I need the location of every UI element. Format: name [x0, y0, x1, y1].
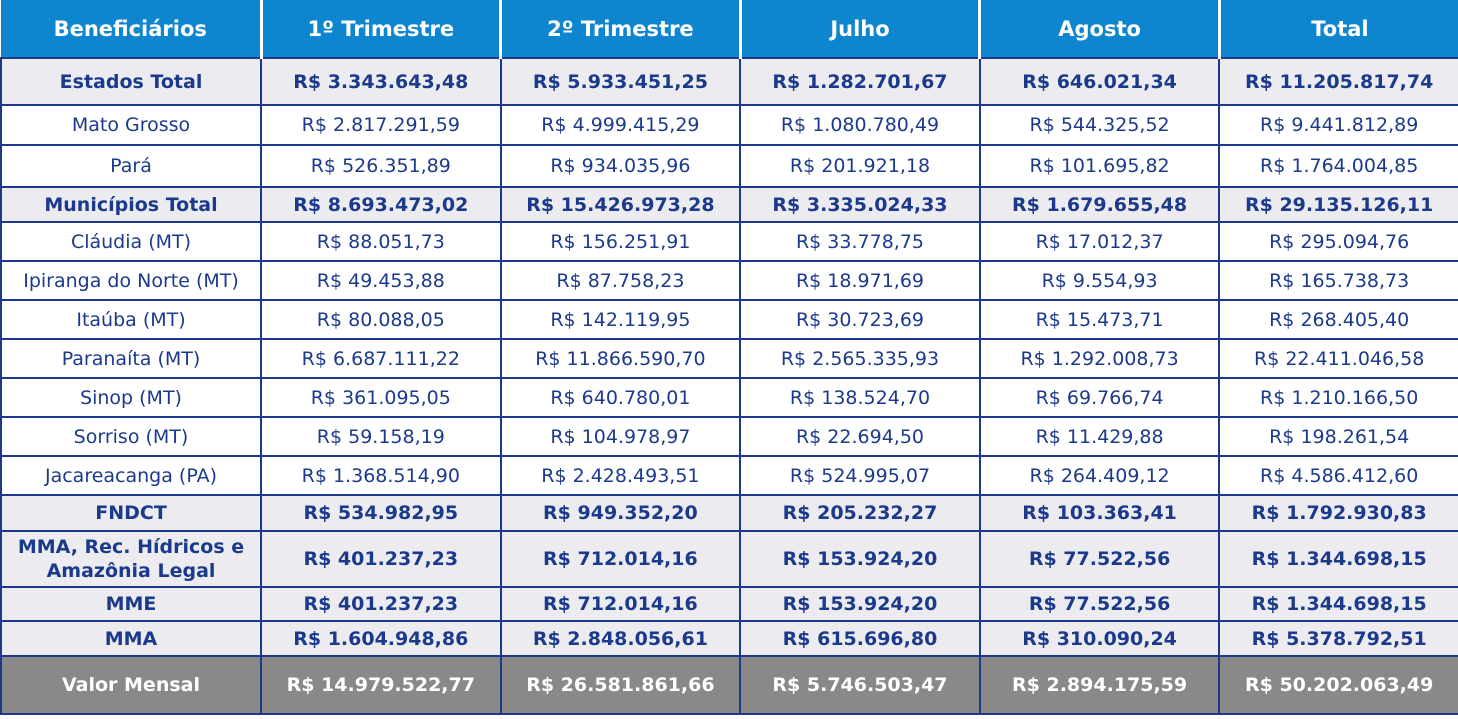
row-value: R$ 4.999.415,29: [501, 105, 741, 145]
row-value: R$ 646.021,34: [980, 58, 1220, 105]
row-label: FNDCT: [1, 495, 261, 531]
row-value: R$ 361.095,05: [261, 378, 501, 417]
table-row: [1, 187, 1458, 222]
row-value: R$ 615.696,80: [740, 621, 980, 656]
row-label: Jacareacanga (PA): [1, 456, 261, 495]
row-value: R$ 9.554,93: [980, 261, 1220, 300]
row-value: R$ 33.778,75: [740, 222, 980, 261]
row-label: Municípios Total: [1, 187, 261, 222]
table-row: [1, 495, 1458, 531]
table-row: [1, 378, 1458, 417]
table-row: [1, 58, 1458, 105]
header-1-trimestre: 1º Trimestre: [261, 0, 501, 58]
table-row: [1, 105, 1458, 145]
row-value: R$ 77.522,56: [980, 531, 1220, 587]
table-row: [1, 587, 1458, 621]
row-value: R$ 6.687.111,22: [261, 339, 501, 378]
row-value: R$ 640.780,01: [501, 378, 741, 417]
header-agosto: Agosto: [980, 0, 1220, 58]
row-value: R$ 1.368.514,90: [261, 456, 501, 495]
row-value: R$ 2.565.335,93: [740, 339, 980, 378]
row-value: R$ 268.405,40: [1219, 300, 1458, 339]
row-value: R$ 11.205.817,74: [1219, 58, 1458, 105]
row-value: R$ 142.119,95: [501, 300, 741, 339]
row-value: R$ 26.581.861,66: [501, 656, 741, 714]
row-label: MMA, Rec. Hídricos e Amazônia Legal: [1, 531, 261, 587]
row-value: R$ 59.158,19: [261, 417, 501, 456]
row-label: Sinop (MT): [1, 378, 261, 417]
row-value: R$ 103.363,41: [980, 495, 1220, 531]
row-value: R$ 4.586.412,60: [1219, 456, 1458, 495]
footer-row: [1, 656, 1458, 714]
row-value: R$ 49.453,88: [261, 261, 501, 300]
row-value: R$ 153.924,20: [740, 531, 980, 587]
row-label: Sorriso (MT): [1, 417, 261, 456]
row-value: R$ 5.746.503,47: [740, 656, 980, 714]
table-row: [1, 621, 1458, 656]
table-row: [1, 261, 1458, 300]
row-value: R$ 30.723,69: [740, 300, 980, 339]
row-value: R$ 295.094,76: [1219, 222, 1458, 261]
row-value: R$ 9.441.812,89: [1219, 105, 1458, 145]
row-value: R$ 544.325,52: [980, 105, 1220, 145]
row-value: R$ 401.237,23: [261, 531, 501, 587]
header-row: [1, 0, 1458, 58]
row-label: MME: [1, 587, 261, 621]
row-value: R$ 88.051,73: [261, 222, 501, 261]
table-row: [1, 417, 1458, 456]
row-value: R$ 104.978,97: [501, 417, 741, 456]
table-row: [1, 531, 1458, 587]
header-beneficiarios: Beneficiários: [1, 0, 261, 58]
row-label: MMA: [1, 621, 261, 656]
row-value: R$ 1.764.004,85: [1219, 145, 1458, 187]
row-value: R$ 3.343.643,48: [261, 58, 501, 105]
row-value: R$ 15.473,71: [980, 300, 1220, 339]
row-value: R$ 1.344.698,15: [1219, 587, 1458, 621]
row-value: R$ 153.924,20: [740, 587, 980, 621]
row-value: R$ 11.429,88: [980, 417, 1220, 456]
row-value: R$ 69.766,74: [980, 378, 1220, 417]
row-value: R$ 949.352,20: [501, 495, 741, 531]
row-value: R$ 14.979.522,77: [261, 656, 501, 714]
row-value: R$ 138.524,70: [740, 378, 980, 417]
table-row: [1, 339, 1458, 378]
row-value: R$ 80.088,05: [261, 300, 501, 339]
table-row: [1, 222, 1458, 261]
row-value: R$ 17.012,37: [980, 222, 1220, 261]
row-value: R$ 156.251,91: [501, 222, 741, 261]
table-row: [1, 300, 1458, 339]
row-value: R$ 201.921,18: [740, 145, 980, 187]
row-value: R$ 11.866.590,70: [501, 339, 741, 378]
row-value: R$ 712.014,16: [501, 587, 741, 621]
row-label: Ipiranga do Norte (MT): [1, 261, 261, 300]
row-value: R$ 712.014,16: [501, 531, 741, 587]
header-total: Total: [1219, 0, 1458, 58]
row-value: R$ 87.758,23: [501, 261, 741, 300]
row-label: Mato Grosso: [1, 105, 261, 145]
table-row: [1, 456, 1458, 495]
row-value: R$ 1.210.166,50: [1219, 378, 1458, 417]
row-value: R$ 8.693.473,02: [261, 187, 501, 222]
table-body: [1, 58, 1458, 714]
row-label: Estados Total: [1, 58, 261, 105]
row-label: Paranaíta (MT): [1, 339, 261, 378]
row-value: R$ 18.971,69: [740, 261, 980, 300]
row-value: R$ 5.933.451,25: [501, 58, 741, 105]
row-value: R$ 526.351,89: [261, 145, 501, 187]
row-value: R$ 1.604.948,86: [261, 621, 501, 656]
header-julho: Julho: [740, 0, 980, 58]
header-2-trimestre: 2º Trimestre: [501, 0, 741, 58]
row-label: Cláudia (MT): [1, 222, 261, 261]
row-value: R$ 1.292.008,73: [980, 339, 1220, 378]
row-value: R$ 1.080.780,49: [740, 105, 980, 145]
row-value: R$ 934.035,96: [501, 145, 741, 187]
row-value: R$ 2.848.056,61: [501, 621, 741, 656]
row-value: R$ 1.282.701,67: [740, 58, 980, 105]
table-header: [1, 0, 1458, 58]
row-label: Pará: [1, 145, 261, 187]
row-value: R$ 22.411.046,58: [1219, 339, 1458, 378]
row-value: R$ 534.982,95: [261, 495, 501, 531]
row-value: R$ 15.426.973,28: [501, 187, 741, 222]
row-value: R$ 401.237,23: [261, 587, 501, 621]
row-value: R$ 2.817.291,59: [261, 105, 501, 145]
row-value: R$ 101.695,82: [980, 145, 1220, 187]
row-value: R$ 264.409,12: [980, 456, 1220, 495]
table-row: [1, 145, 1458, 187]
row-value: R$ 5.378.792,51: [1219, 621, 1458, 656]
row-value: R$ 3.335.024,33: [740, 187, 980, 222]
row-value: R$ 1.792.930,83: [1219, 495, 1458, 531]
row-value: R$ 2.894.175,59: [980, 656, 1220, 714]
row-value: R$ 310.090,24: [980, 621, 1220, 656]
row-value: R$ 77.522,56: [980, 587, 1220, 621]
row-value: R$ 22.694,50: [740, 417, 980, 456]
row-value: R$ 165.738,73: [1219, 261, 1458, 300]
row-value: R$ 205.232,27: [740, 495, 980, 531]
row-value: R$ 1.344.698,15: [1219, 531, 1458, 587]
row-value: R$ 2.428.493,51: [501, 456, 741, 495]
row-value: R$ 524.995,07: [740, 456, 980, 495]
row-label: Itaúba (MT): [1, 300, 261, 339]
row-value: R$ 50.202.063,49: [1219, 656, 1458, 714]
row-value: R$ 1.679.655,48: [980, 187, 1220, 222]
row-label: Valor Mensal: [1, 656, 261, 714]
row-value: R$ 29.135.126,11: [1219, 187, 1458, 222]
row-value: R$ 198.261,54: [1219, 417, 1458, 456]
